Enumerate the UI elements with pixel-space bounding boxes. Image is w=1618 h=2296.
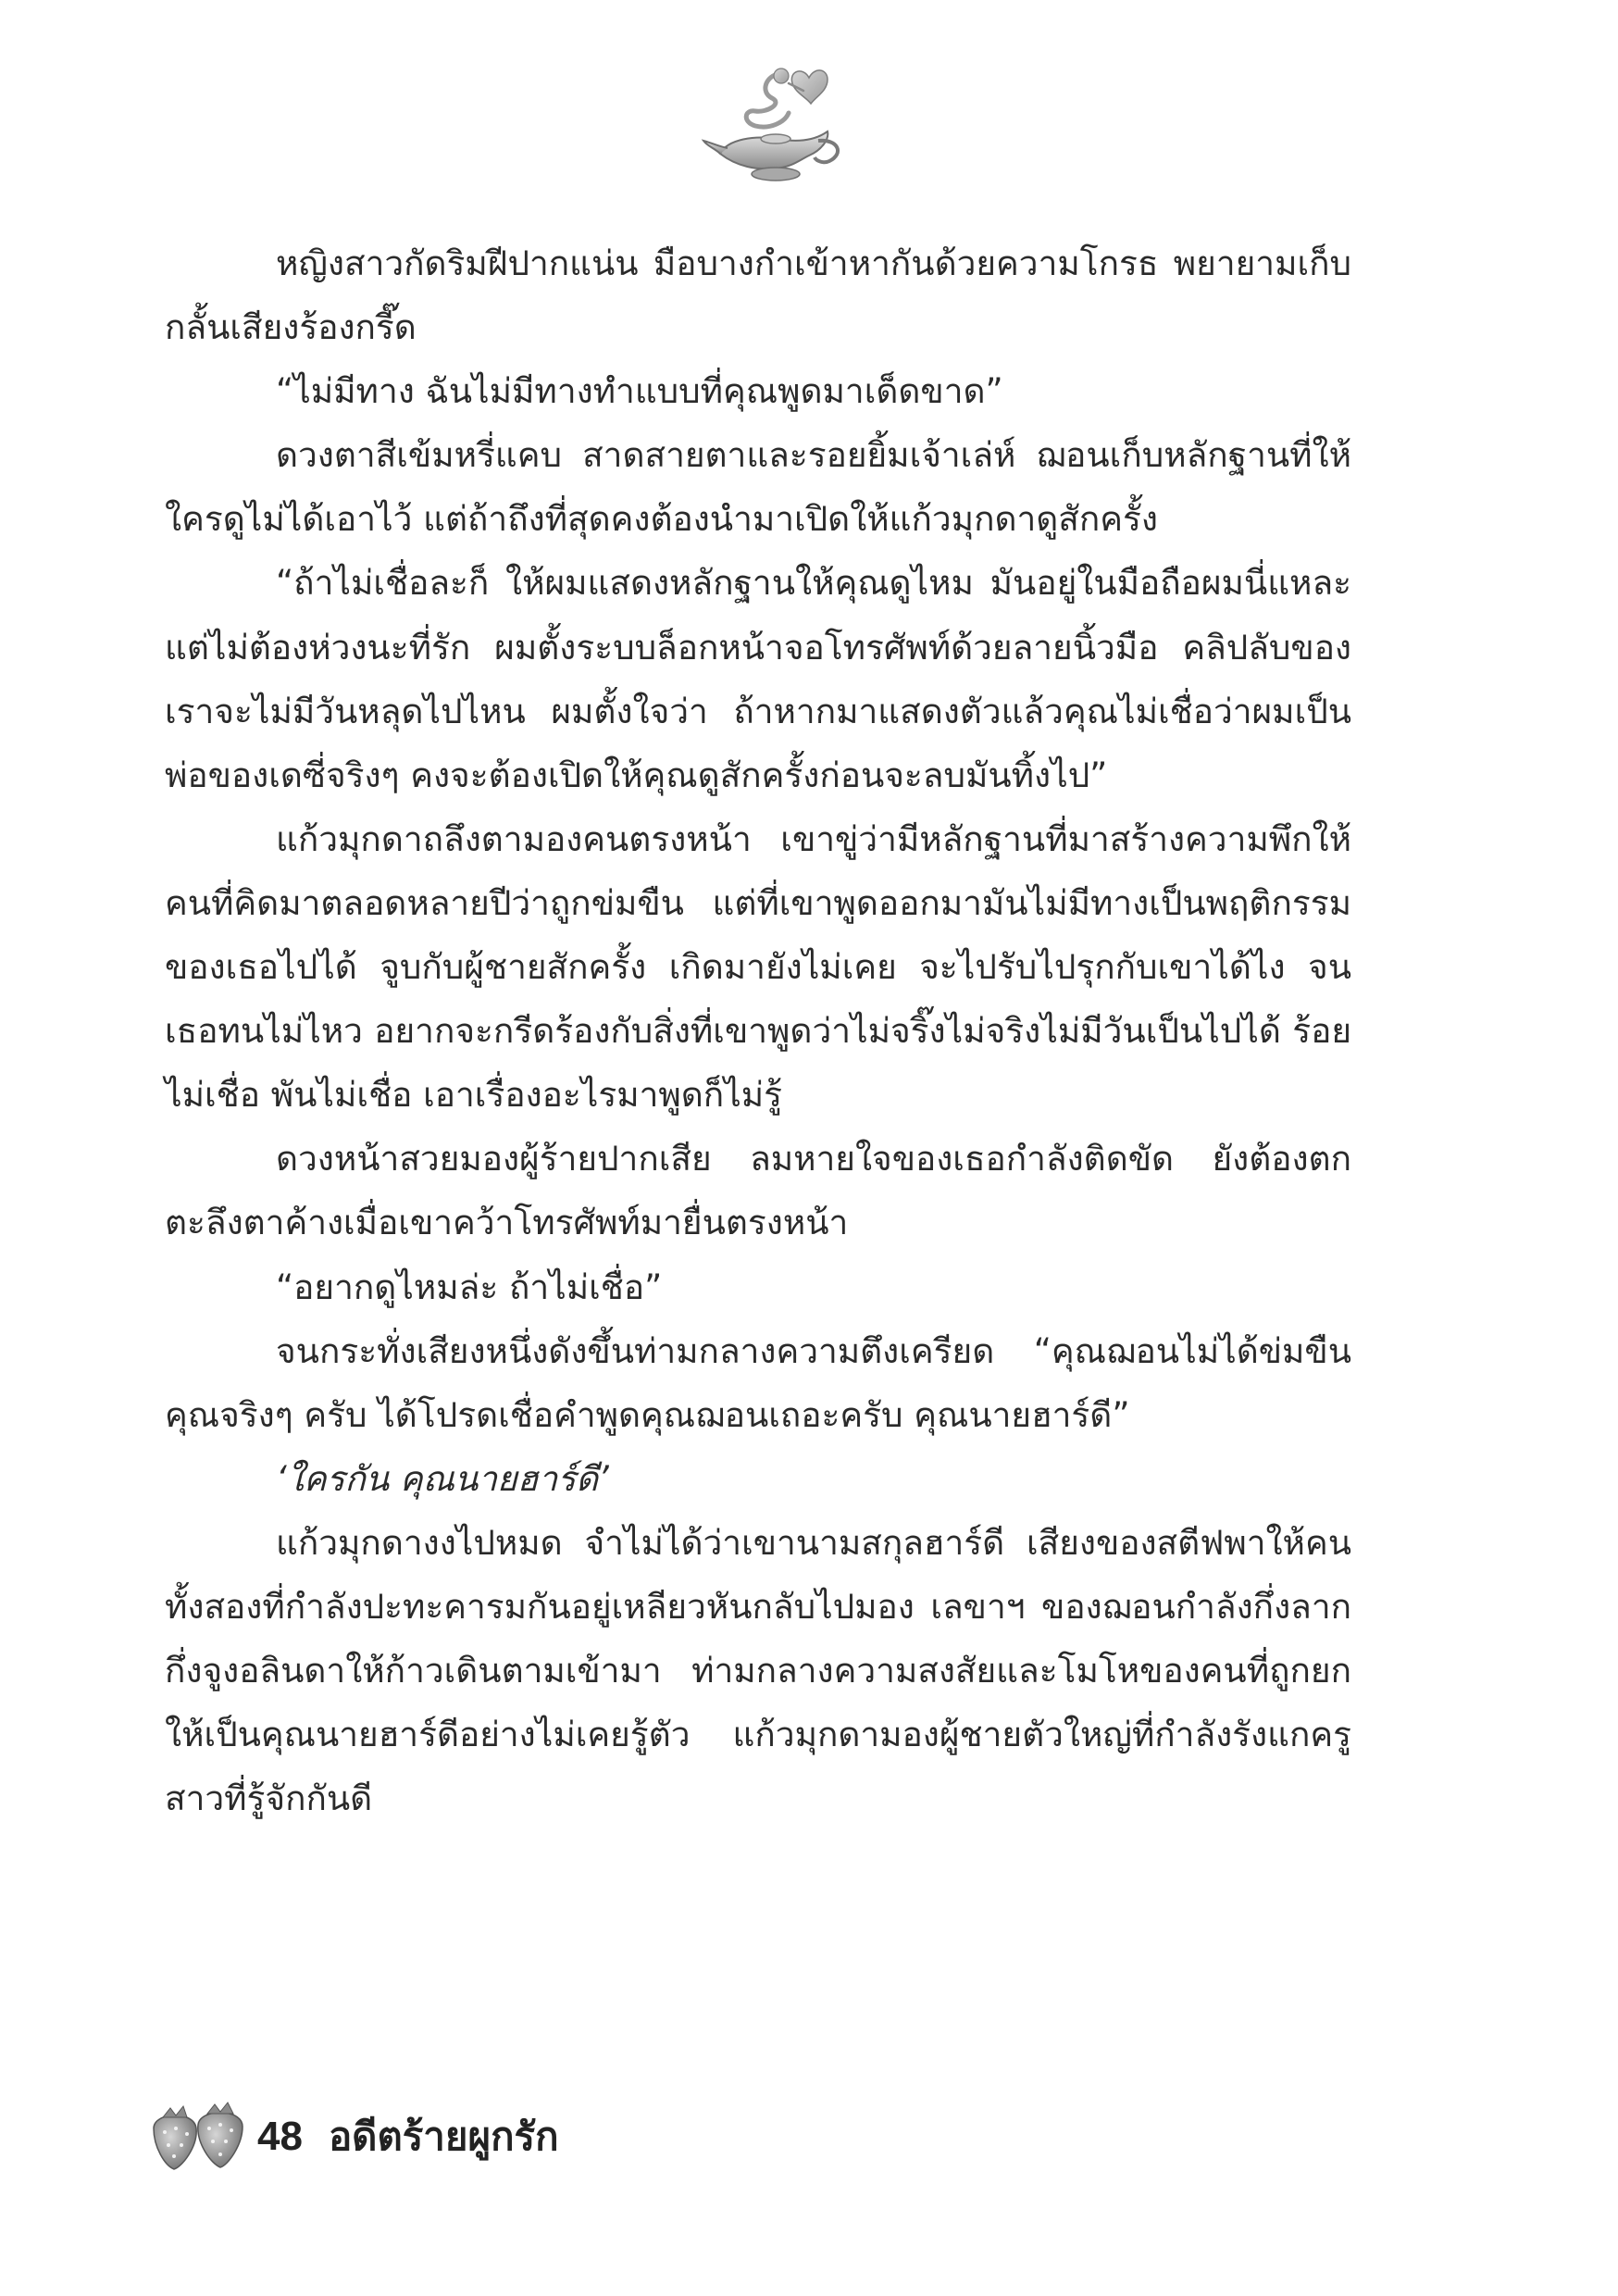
paragraph: ดวงตาสีเข้มหรี่แคบ สาดสายตาและรอยยิ้มเจ้าเล่ห์ ฌอนเก็บหลักฐานที่ให้ใครดูไม่ได้เอาไว้ แต่ถ้าถึงที่สุดคงต้องนำมาเปิดให้แก้วมุกดาดูสักครั้ง — [165, 435, 1351, 540]
paragraph: “ถ้าไม่เชื่อละก็ ให้ผมแสดงหลักฐานให้คุณดูไหม มันอยู่ในมือถือผมนี่แหละ แต่ไม่ต้องห่วงนะที่รัก ผมตั้งระบบล็อกหน้าจอโทรศัพท์ด้วยลายนิ้วมือ คลิปลับของเราจะไม่มีวันหลุดไปไหน ผมตั้งใจว่า ถ้าหากมาแสดงตัวแล้วคุณไม่เชื่อว่าผมเป็นพ่อของเดซี่จริงๆ คงจะต้องเปิดให้คุณดูสักครั้งก่อนจะลบมันทิ้งไป” — [165, 563, 1351, 795]
paragraph: จนกระทั่งเสียงหนึ่งดังขึ้นท่ามกลางความตึงเครียด “คุณฌอนไม่ได้ข่มขืนคุณจริงๆ ครับ ได้โปรดเชื่อคำพูดคุณฌอนเถอะครับ คุณนายฮาร์ดี” — [165, 1330, 1351, 1435]
paragraph: “อยากดูไหมล่ะ ถ้าไม่เชื่อ” — [276, 1267, 663, 1307]
paragraph: แก้วมุกดางงไปหมด จำไม่ได้ว่าเขานามสกุลฮาร์ดี เสียงของสตีฟพาให้คนทั้งสองที่กำลังปะทะคารมกันอยู่เหลียวหันกลับไปมอง เลขาฯ ของฌอนกำลังกึ่งลากกึ่งจูงอลินดาให้ก้าวเดินตามเข้ามา ท่ามกลางความสงสัยและโมโหของคนที่ถูกยกให้เป็นคุณนายฮาร์ดีอย่างไม่เคยรู้ตัว แก้วมุกดามองผู้ชายตัวใหญ่ที่กำลังรังแกครูสาวที่รู้จักกันดี — [165, 1522, 1351, 1819]
genie-lamp-with-heart-icon — [700, 57, 848, 187]
page-number: 48 — [257, 2114, 303, 2159]
paragraph: แก้วมุกดาถลึงตามองคนตรงหน้า เขาขู่ว่ามีหลักฐานที่มาสร้างความพึกให้คนที่คิดมาตลอดหลายปีว่าถูกข่มขืน แต่ที่เขาพูดออกมามันไม่มีทางเป็นพฤติกรรมของเธอไปได้ จูบกับผู้ชายสักครั้ง เกิดมายังไม่เคย จะไปรับไปรุกกับเขาได้ไง จนเธอทนไม่ไหว อยากจะกรีดร้องกับสิ่งที่เขาพูดว่าไม่จริ๊งไม่จริงไม่มีวันเป็นไปได้ ร้อยไม่เชื่อ พันไม่เชื่อ เอาเรื่องอะไรมาพูดก็ไม่รู้ — [165, 818, 1351, 1116]
book-title: อดีตร้ายผูกรัก — [328, 2114, 559, 2159]
paragraph: ‘ใครกัน คุณนายฮาร์ดี’ — [276, 1458, 609, 1499]
body-text — [165, 231, 1351, 1830]
strawberry-icon — [148, 2101, 248, 2173]
paragraph: “ไม่มีทาง ฉันไม่มีทางทำแบบที่คุณพูดมาเด็ดขาด” — [276, 371, 1003, 412]
paragraph: ดวงหน้าสวยมองผู้ร้ายปากเสีย ลมหายใจของเธอกำลังติดขัด ยังต้องตกตะลึงตาค้างเมื่อเขาคว้าโทรศัพท์มายื่นตรงหน้า — [165, 1139, 1351, 1243]
paragraph: หญิงสาวกัดริมฝีปากแน่น มือบางกำเข้าหากันด้วยความโกรธ พยายามเก็บกลั้นเสียงร้องกรี๊ด — [165, 243, 1351, 348]
page-footer — [148, 2100, 559, 2174]
